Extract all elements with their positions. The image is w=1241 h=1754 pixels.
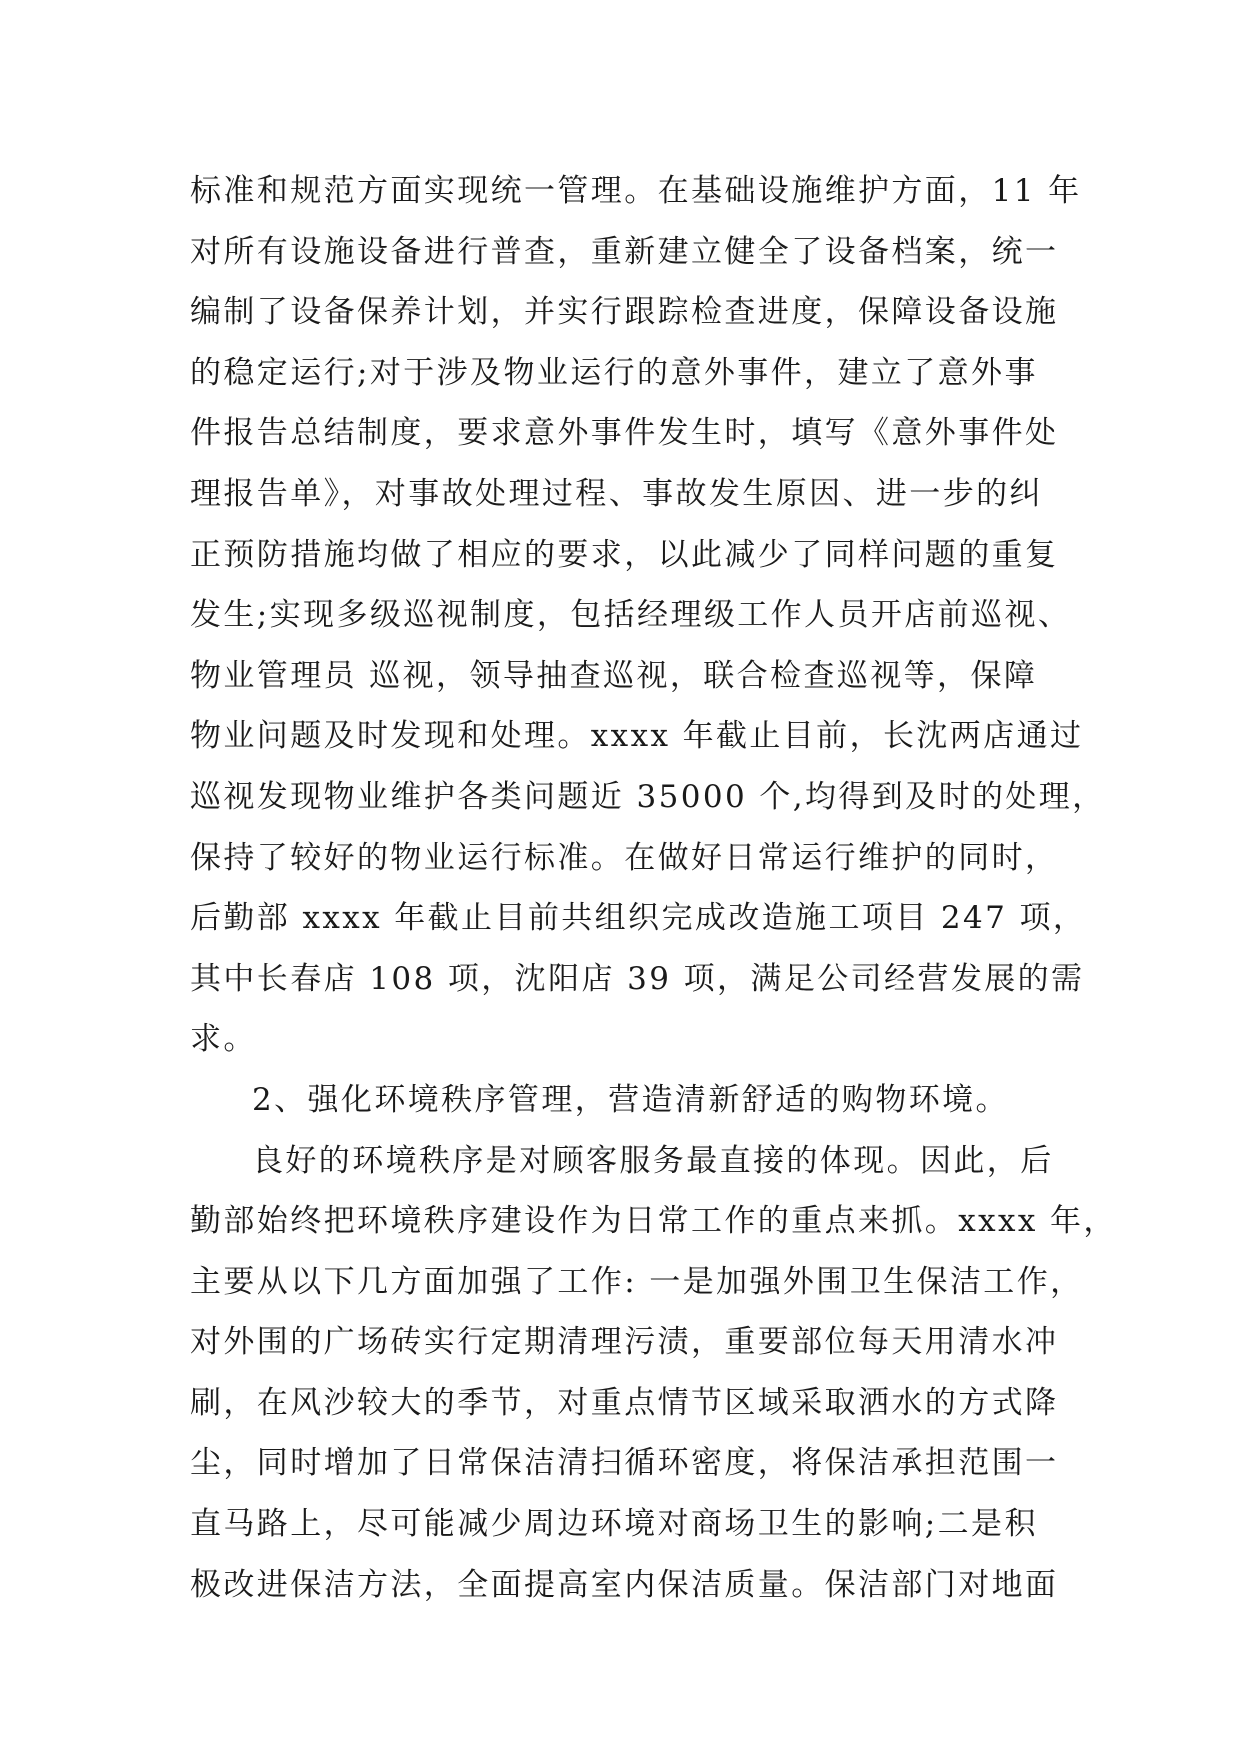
text-line: 的稳定运行;对于涉及物业运行的意外事件，建立了意外事 — [190, 354, 1038, 391]
text-line: 刷，在风沙较大的季节，对重点情节区域采取洒水的方式降 — [190, 1384, 1059, 1421]
text-line: 勤部始终把环境秩序建设作为日常工作的重点来抓。xxxx 年， — [190, 1203, 1117, 1240]
text-line: 后勤部 xxxx 年截止目前共组织完成改造施工项目 247 项， — [190, 900, 1087, 937]
text-line: 物业管理员 巡视，领导抽查巡视，联合检查巡视等，保障 — [190, 657, 1038, 694]
body-text — [190, 161, 1117, 1615]
text-line: 正预防措施均做了相应的要求，以此减少了同样问题的重复 — [190, 536, 1059, 573]
text-line: 极改进保洁方法，全面提高室内保洁质量。保洁部门对地面 — [190, 1566, 1059, 1603]
text-line: 发生;实现多级巡视制度，包括经理级工作人员开店前巡视、 — [190, 597, 1072, 634]
text-line: 尘，同时增加了日常保洁清扫循环密度，将保洁承担范围一 — [190, 1445, 1059, 1482]
text-line: 理报告单》，对事故处理过程、事故发生原因、进一步的纠 — [190, 475, 1043, 512]
text-line: 标准和规范方面实现统一管理。在基础设施维护方面，11 年 — [190, 173, 1082, 209]
text-line: 物业问题及时发现和处理。xxxx 年截止目前，长沈两店通过 — [190, 718, 1084, 755]
text-line: 编制了设备保养计划，并实行跟踪检查进度，保障设备设施 — [190, 294, 1059, 331]
text-line: 主要从以下几方面加强了工作: 一是加强外围卫生保洁工作， — [190, 1263, 1084, 1300]
text-line: 对外围的广场砖实行定期清理污渍，重要部位每天用清水冲 — [190, 1324, 1059, 1361]
text-line: 求。 — [190, 1021, 257, 1058]
text-line: 其中长春店 108 项，沈阳店 39 项，满足公司经营发展的需 — [190, 960, 1085, 997]
text-line: 巡视发现物业维护各类问题近 35000 个,均得到及时的处理， — [190, 778, 1106, 815]
text-line: 保持了较好的物业运行标准。在做好日常运行维护的同时， — [190, 839, 1059, 876]
paragraph-first-line: 良好的环境秩序是对顾客服务最直接的体现。因此，后 — [252, 1142, 1054, 1179]
text-line: 对所有设施设备进行普查，重新建立健全了设备档案，统一 — [190, 233, 1059, 270]
text-line: 件报告总结制度，要求意外事件发生时，填写《意外事件处 — [190, 415, 1059, 452]
text-line: 直马路上，尽可能减少周边环境对商场卫生的影响;二是积 — [190, 1506, 1038, 1543]
section-heading: 2、强化环境秩序管理，营造清新舒适的购物环境。 — [252, 1081, 1009, 1118]
